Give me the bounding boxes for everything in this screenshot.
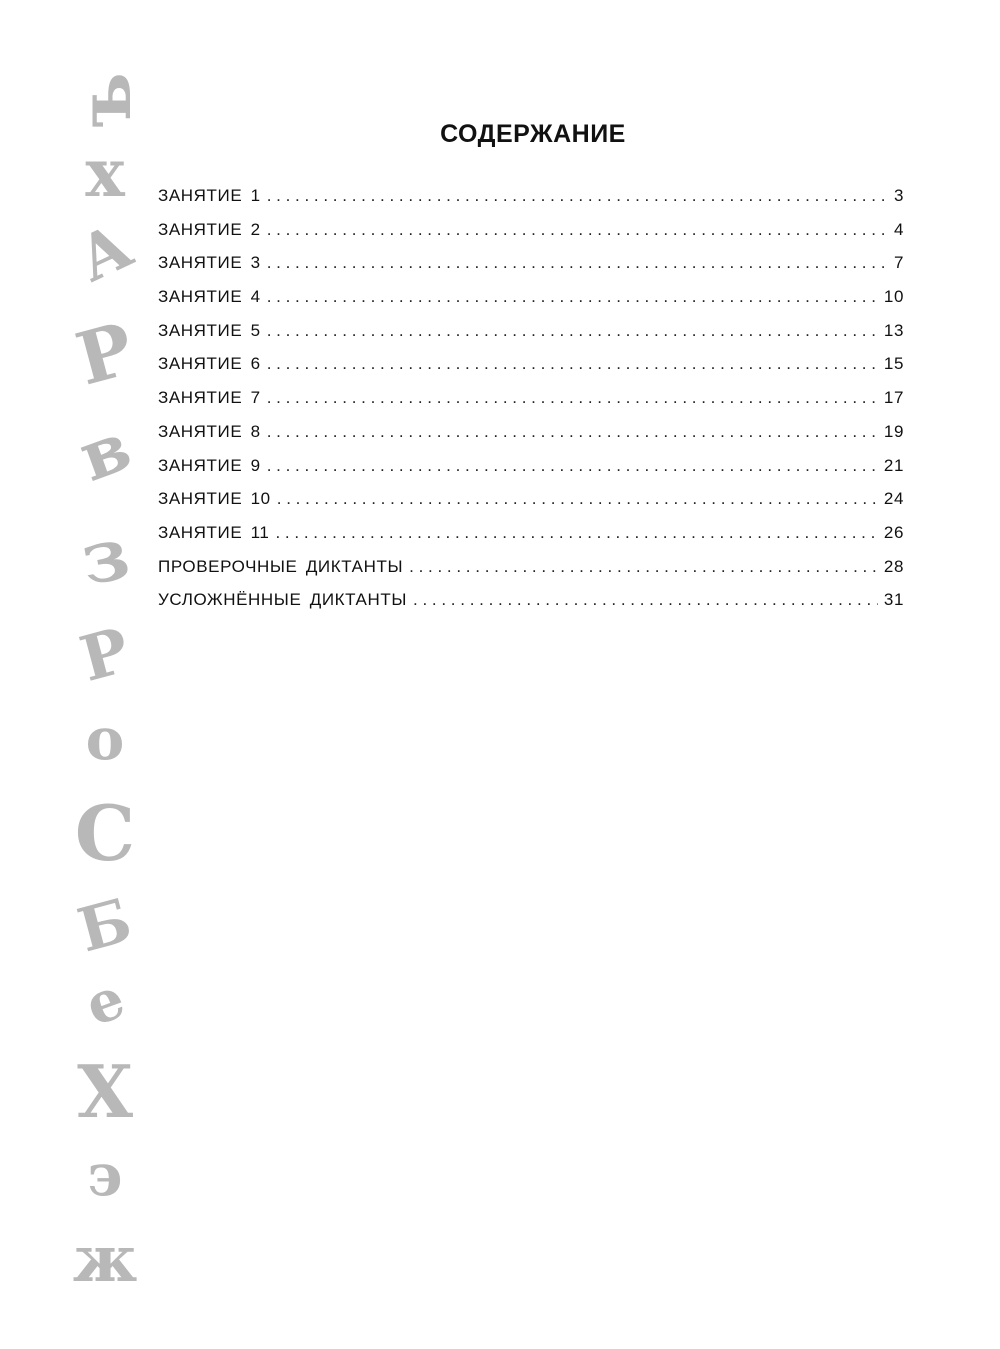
decorative-letter: А xyxy=(66,208,144,297)
toc-entry-page: 10 xyxy=(883,287,904,307)
decorative-letter: ж xyxy=(72,1222,138,1297)
toc-dot-leader xyxy=(267,456,878,476)
toc-entry-page: 24 xyxy=(883,489,904,509)
toc-entry-page: 31 xyxy=(883,590,904,610)
toc-dot-leader xyxy=(267,321,878,341)
decorative-letter: о xyxy=(85,705,125,773)
toc-entry xyxy=(158,253,904,287)
toc-entry xyxy=(158,523,904,557)
toc-dot-leader xyxy=(275,523,877,543)
toc-entry xyxy=(158,321,904,355)
toc-entry-page: 15 xyxy=(883,354,904,374)
toc-dot-leader xyxy=(409,557,878,577)
toc-entry xyxy=(158,557,904,591)
toc-entry-page: 28 xyxy=(883,556,904,576)
toc-entry xyxy=(158,590,904,624)
decorative-letter-strip xyxy=(0,0,150,1349)
decorative-letter: Р xyxy=(72,613,137,696)
toc-entry xyxy=(158,220,904,254)
toc-entry-page: 26 xyxy=(883,522,904,542)
toc-dot-leader xyxy=(267,287,878,307)
toc-entry-label: ПРОВЕРОЧНЫЕ ДИКТАНТЫ xyxy=(158,556,404,576)
toc-entry-page: 13 xyxy=(883,320,904,340)
toc-entry-page: 19 xyxy=(883,421,904,441)
table-of-contents xyxy=(158,186,904,624)
decorative-letter: Р xyxy=(67,305,143,402)
toc-entry-label: ЗАНЯТИЕ 5 xyxy=(158,320,261,340)
toc-dot-leader xyxy=(267,388,878,408)
decorative-letter: Х xyxy=(77,1049,133,1134)
toc-entry-page: 17 xyxy=(883,388,904,408)
toc-dot-leader xyxy=(413,590,878,610)
decorative-letter: х xyxy=(85,134,125,212)
toc-entry-label: УСЛОЖНЁННЫЕ ДИКТАНТЫ xyxy=(158,590,408,610)
toc-dot-leader xyxy=(267,186,888,206)
toc-dot-leader xyxy=(277,489,878,509)
toc-entry-page: 7 xyxy=(893,253,904,273)
toc-entry xyxy=(158,388,904,422)
toc-entry-label: ЗАНЯТИЕ 3 xyxy=(158,253,261,273)
decorative-letter: з xyxy=(74,509,135,602)
toc-entry-label: ЗАНЯТИЕ 10 xyxy=(158,489,271,509)
toc-entry xyxy=(158,186,904,220)
toc-dot-leader xyxy=(267,422,878,442)
toc-entry-label: ЗАНЯТИЕ 8 xyxy=(158,421,261,441)
toc-entry-label: ЗАНЯТИЕ 9 xyxy=(158,455,261,475)
page-title: СОДЕРЖАНИЕ xyxy=(440,120,626,148)
decorative-letter: Б xyxy=(71,885,139,967)
toc-entry xyxy=(158,422,904,456)
toc-entry xyxy=(158,489,904,523)
toc-dot-leader xyxy=(267,220,888,240)
toc-entry xyxy=(158,456,904,490)
toc-entry-page: 3 xyxy=(893,186,904,205)
decorative-letter: э xyxy=(87,1141,123,1209)
decorative-letter: С xyxy=(74,789,136,878)
toc-entry-label: ЗАНЯТИЕ 4 xyxy=(158,287,261,307)
toc-entry-label: ЗАНЯТИЕ 1 xyxy=(158,186,261,205)
toc-entry-label: ЗАНЯТИЕ 7 xyxy=(158,388,261,408)
decorative-letter: в xyxy=(69,406,141,498)
toc-entry-label: ЗАНЯТИЕ 2 xyxy=(158,219,261,239)
toc-entry xyxy=(158,287,904,321)
toc-entry-label: ЗАНЯТИЕ 11 xyxy=(158,522,270,542)
toc-dot-leader xyxy=(267,253,888,273)
toc-entry xyxy=(158,354,904,388)
toc-entry-label: ЗАНЯТИЕ 6 xyxy=(158,354,261,374)
toc-dot-leader xyxy=(267,354,878,374)
toc-entry-page: 4 xyxy=(893,219,904,239)
toc-entry-page: 21 xyxy=(883,455,904,475)
decorative-letter: е xyxy=(76,964,134,1040)
decorative-letter: ъ xyxy=(62,72,147,128)
